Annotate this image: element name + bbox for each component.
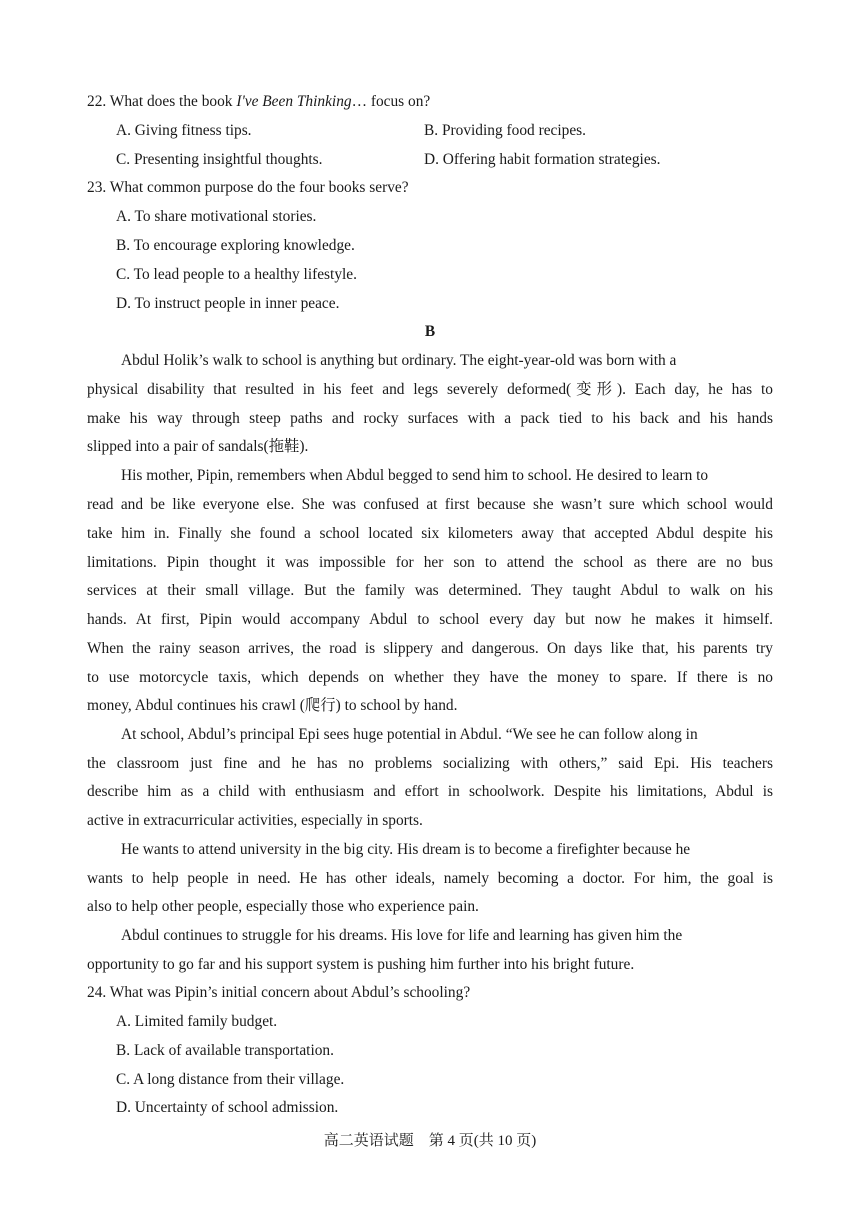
question-22-option-b: B. Providing food recipes. — [424, 122, 587, 139]
question-24-option-a: A. Limited family budget. — [116, 1013, 278, 1030]
question-24: 24. What was Pipin’s initial concern about Abdul’s schooling? — [87, 984, 471, 1001]
passage-line: His mother, Pipin, remembers when Abdul begged to send him to school. He desired to learn to — [121, 467, 709, 484]
passage-line: money, Abdul continues his crawl (爬行) to school by hand. — [87, 697, 458, 714]
question-23-option-d: D. To instruct people in inner peace. — [116, 295, 340, 312]
question-23-option-b: B. To encourage exploring knowledge. — [116, 237, 355, 254]
question-22-option-a: A. Giving fitness tips. — [116, 122, 252, 139]
passage-line: make his way through steep paths and rocky surfaces with a pack tied to his back and his hands — [87, 410, 773, 427]
passage-line: wants to help people in need. He has other ideals, namely becoming a doctor. For him, the goal is — [87, 870, 773, 887]
question-22-option-d: D. Offering habit formation strategies. — [424, 151, 661, 168]
question-23-option-c: C. To lead people to a healthy lifestyle. — [116, 266, 357, 283]
passage-line: He wants to attend university in the big city. His dream is to become a firefighter because he — [121, 841, 691, 858]
question-22-book-title: I've Been Thinking — [236, 93, 352, 110]
question-23-option-a: A. To share motivational stories. — [116, 208, 317, 225]
question-24-option-c: C. A long distance from their village. — [116, 1071, 345, 1088]
passage-line: services at their small village. But the family was determined. They taught Abdul to walk on his — [87, 582, 773, 599]
passage-line: opportunity to go far and his support system is pushing him further into his bright future. — [87, 956, 635, 973]
passage-line: describe him as a child with enthusiasm and effort in schoolwork. Despite his limitations, Abdul is — [87, 783, 773, 800]
passage-line: At school, Abdul’s principal Epi sees huge potential in Abdul. “We see he can follow along in — [121, 726, 698, 743]
passage-line: the classroom just fine and he has no problems socializing with others,” said Epi. His teachers — [87, 755, 773, 772]
passage-line: When the rainy season arrives, the road is slippery and dangerous. On days like that, his parents try — [87, 640, 773, 657]
passage-line: also to help other people, especially those who experience pain. — [87, 898, 479, 915]
passage-line: physical disability that resulted in his feet and legs severely deformed(变形). Each day, he has to — [87, 381, 773, 398]
question-24-option-b: B. Lack of available transportation. — [116, 1042, 334, 1059]
question-24-option-d: D. Uncertainty of school admission. — [116, 1099, 339, 1116]
question-22-option-c: C. Presenting insightful thoughts. — [116, 151, 323, 168]
passage-line: to use motorcycle taxis, which depends on whether they have the money to spare. If there is no — [87, 669, 773, 686]
passage-line: hands. At first, Pipin would accompany Abdul to school every day but now he makes it himself. — [87, 611, 773, 628]
passage-line: Abdul continues to struggle for his dreams. His love for life and learning has given him the — [121, 927, 683, 944]
question-23: 23. What common purpose do the four books serve? — [87, 179, 409, 196]
passage-line: slipped into a pair of sandals(拖鞋). — [87, 438, 309, 455]
question-22-prefix: 22. What does the book — [87, 93, 237, 110]
passage-line: Abdul Holik’s walk to school is anything but ordinary. The eight-year-old was born with a — [121, 352, 677, 369]
section-heading: B — [424, 323, 436, 340]
question-22-suffix: … focus on? — [351, 93, 431, 110]
passage-line: limitations. Pipin thought it was impossible for her son to attend the school as there are no bus — [87, 554, 773, 571]
passage-line: take him in. Finally she found a school located six kilometers away that accepted Abdul despite his — [87, 525, 773, 542]
passage-line: read and be like everyone else. She was confused at first because she wasn’t sure which school would — [87, 496, 773, 513]
question-22 — [87, 92, 430, 112]
passage-line: active in extracurricular activities, especially in sports. — [87, 812, 423, 829]
page-footer: 高二英语试题 第 4 页(共 10 页) — [323, 1133, 537, 1149]
